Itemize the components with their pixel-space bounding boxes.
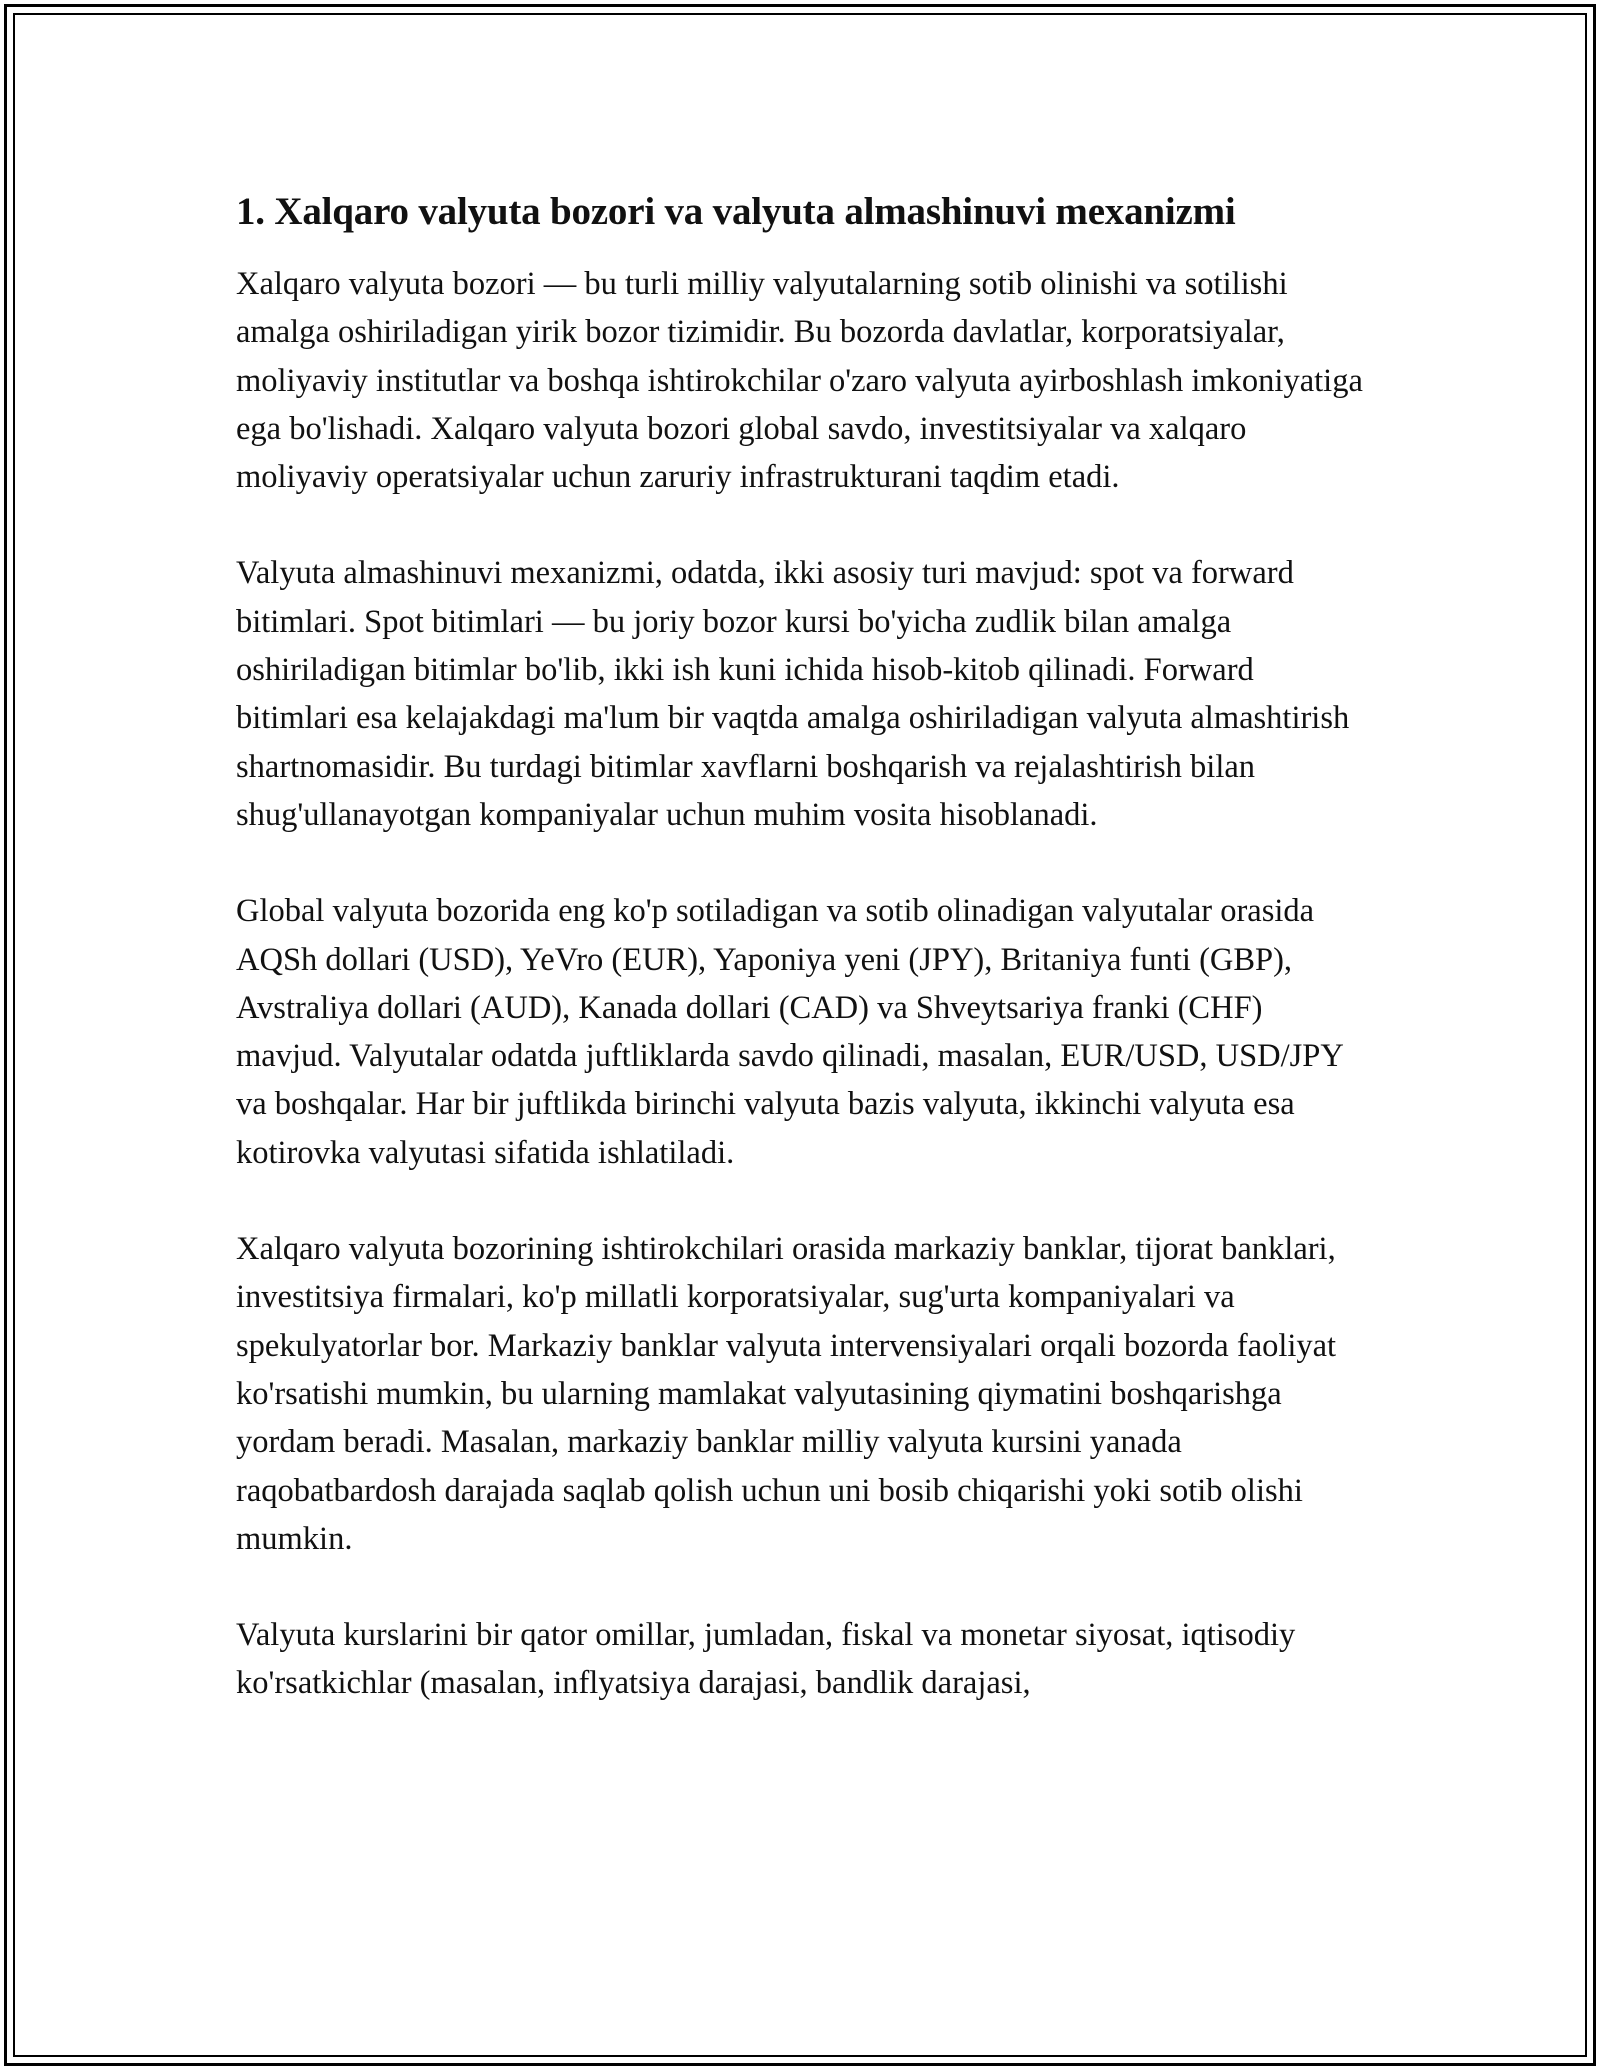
- section-heading: 1. Xalqaro valyuta bozori va valyuta almashinuvi mexanizmi: [236, 190, 1236, 233]
- paragraph-major-currencies: Global valyuta bozorida eng ko'p sotiladigan va sotib olinadigan valyutalar orasida AQSh dollari (USD), YeVro (EUR), Yaponiya yeni (JPY), Britaniya funti (GBP), Avstraliya dollari (AUD), Kanada dollari (CAD) va Shveytsariya franki (CHF) mavjud. Valyutalar odatda juftliklarda savdo qilinadi, masalan, EUR/USD, USD/JPY va boshqalar. Har bir juftlikda birinchi valyuta bazis valyuta, ikkinchi valyuta esa kotirovka valyutasi sifatida ishlatiladi.: [236, 893, 1343, 1171]
- paragraph-currency-market: Xalqaro valyuta bozori — bu turli milliy valyutalarning sotib olinishi va sotilishi amalga oshiriladigan yirik bozor tizimidir. Bu bozorda davlatlar, korporatsiyalar, moliyaviy institutlar va boshqa ishtirokchilar o'zaro valyuta ayirboshlash imkoniyatiga ega bo'lishadi. Xalqaro valyuta bozori global savdo, investitsiyalar va xalqaro moliyaviy operatsiyalar uchun zaruriy infrastrukturani taqdim etadi.: [236, 266, 1363, 496]
- paragraph-exchange-rate-factors: Valyuta kurslarini bir qator omillar, jumladan, fiskal va monetar siyosat, iqtisodiy ko'rsatkichlar (masalan, inflyatsiya darajasi, bandlik darajasi,: [236, 1617, 1296, 1702]
- paragraph-market-participants: Xalqaro valyuta bozorining ishtirokchilari orasida markaziy banklar, tijorat banklari, investitsiya firmalari, ko'p millatli korporatsiyalar, sug'urta kompaniyalari va spekulyatorlar bor. Markaziy banklar valyuta intervensiyalari orqali bozorda faoliyat ko'rsatishi mumkin, bu ularning mamlakat valyutasining qiymatini boshqarishga yordam beradi. Masalan, markaziy banklar milliy valyuta kursini yanada raqobatbardosh darajada saqlab qolish uchun uni bosib chiqarishi yoki sotib olishi mumkin.: [236, 1231, 1337, 1557]
- paragraph-exchange-mechanism: Valyuta almashinuvi mexanizmi, odatda, ikki asosiy turi mavjud: spot va forward bitimlari. Spot bitimlari — bu joriy bozor kursi bo'yicha zudlik bilan amalga oshiriladigan bitimlar bo'lib, ikki ish kuni ichida hisob-kitob qilinadi. Forward bitimlari esa kelajakdagi ma'lum bir vaqtda amalga oshiriladigan valyuta almashtirish shartnomasidir. Bu turdagi bitimlar xavflarni boshqarish va rejalashtirish bilan shug'ullanayotgan kompaniyalar uchun muhim vosita hisoblanadi.: [236, 555, 1350, 833]
- document-body: [236, 186, 1366, 1756]
